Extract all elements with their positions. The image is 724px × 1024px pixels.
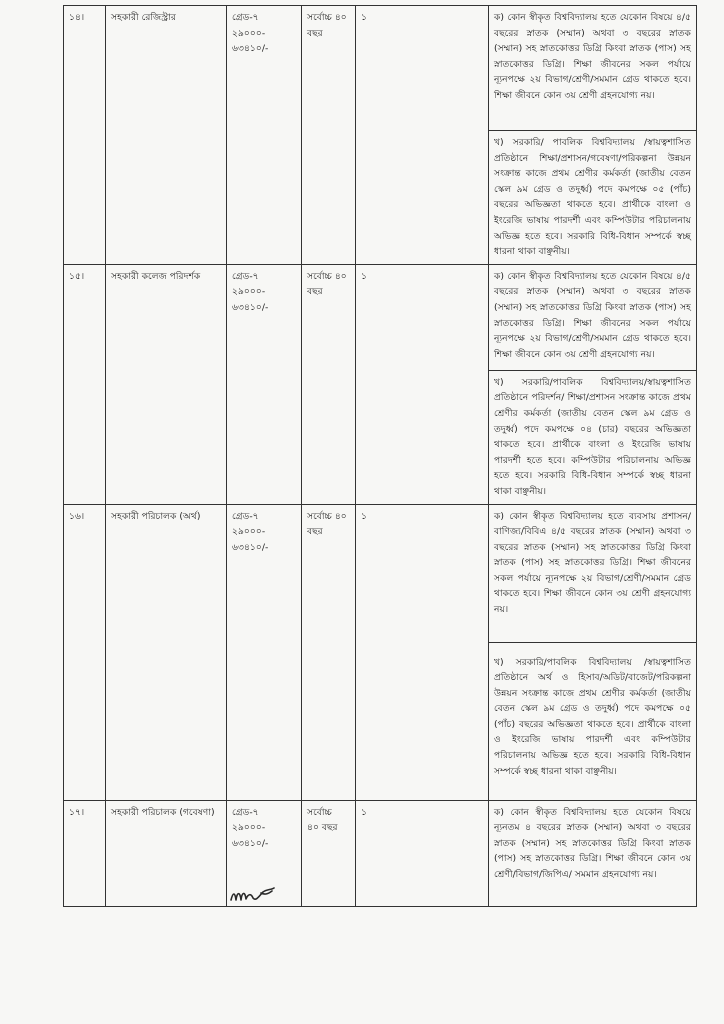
serial-cell: ১৬। (64, 504, 106, 800)
age-limit-cell (302, 6, 356, 265)
post-name-cell: সহকারী কলেজ পরিদর্শক (106, 264, 227, 504)
grade-cell (227, 264, 302, 504)
qualification-cell: ক) কোন স্বীকৃত বিশ্ববিদ্যালয় হতে যেকোন বিষয়ে ৪/৫ বছরের স্নাতক (সম্মান) অথবা ৩ বছরের স্নাতক (সম্মান) সহ স্নাতকোত্তর ডিগ্রি কিংবা স্নাতক (পাস) সহ স্নাতকোত্তর ডিগ্রি। শিক্ষা জীবনের সকল পর্যায়ে ন্যূনপক্ষে ২য় বিভাগ/শ্রেণী/সমমান গ্রেড থাকতে হবে। শিক্ষা জীবনে কোন ৩য় শ্রেণী গ্রহনযোগ্য নয়। (489, 6, 697, 131)
grade-line: গ্রেড-৭ (232, 510, 259, 522)
serial-cell: ১৭। (64, 800, 106, 906)
age-line: বছর (307, 286, 323, 298)
grade-line: গ্রেড-৭ (232, 12, 259, 23)
grade-line: গ্রেড-৭ (232, 806, 259, 818)
handwritten-signature (227, 880, 287, 906)
age-line: সর্বোচ্চ (307, 806, 332, 818)
age-line: সর্বোচ্চ ৪০ (307, 12, 347, 23)
grade-line: ২৯০০০- (232, 526, 266, 538)
qualification-cell: ক) কোন স্বীকৃত বিশ্ববিদ্যালয় হতে যেকোন বিষয়ে ন্যূনতম ৪ বছরের স্নাতক (সম্মান) অথবা ৩ বছরের স্নাতক (সম্মান) সহ স্নাতকোত্তর ডিগ্রি কিংবা স্নাতক (পাস) সহ স্নাতকোত্তর ডিগ্রি। শিক্ষা জীবনে কোন ৩য় শ্রেণী/বিভাগ/জিপিএ/ সমমান গ্রহনযোগ্য নয়। (489, 800, 697, 906)
grade-cell (227, 504, 302, 800)
post-name-cell (106, 800, 227, 906)
grade-line: ৬৩৪১০/- (232, 43, 269, 55)
grade-line: ২৯০০০- (232, 822, 266, 834)
grade-line: ২৯০০০- (232, 27, 266, 39)
age-limit-cell (302, 800, 356, 906)
age-line: বছর (307, 27, 323, 39)
qualification-cell: খ) সরকারি/ পাবলিক বিশ্ববিদ্যালয় /স্বায়ত্বশাসিত প্রতিষ্ঠানে শিক্ষা/প্রশাসন/গবেষণা/পরিকল্পনা উন্নয়ন সংক্রান্ত কাজে প্রথম শ্রেণীর কর্মকর্তা (জাতীয় বেতন স্কেল ৯ম গ্রেড ও তদুর্ধ্ব) পদে কমপক্ষে ০৫ (পাঁচ) বছরের অভিজ্ঞতা থাকতে হবে। প্রার্থীকে বাংলা ও ইংরেজি ভাষায় পারদর্শী এবং কম্পিউটার পরিচালনায় অভিজ্ঞ হতে হবে। সরকারি বিধি-বিধান সম্পর্কে স্বচ্ছ ধারনা থাকা বাঞ্ছনীয়। (489, 131, 697, 265)
post-count-cell: ১ (356, 800, 489, 906)
job-requirements-table (63, 5, 697, 907)
table-row (64, 800, 697, 906)
grade-line: গ্রেড-৭ (232, 270, 259, 282)
post-count-cell: ১ (356, 264, 489, 504)
qualification-cell: খ) সরকারি/পাবলিক বিশ্ববিদ্যালয়/স্বায়ত্বশাসিত প্রতিষ্ঠানে পরিদর্শন/ শিক্ষা/প্রশাসন সংক্রান্ত কাজে প্রথম শ্রেণীর কর্মকর্তা (জাতীয় বেতন স্কেল ৯ম গ্রেড ও তদুর্ধ্ব) পদে কমপক্ষে ০৪ (চার) বছরের অভিজ্ঞতা থাকতে হবে। প্রার্থীকে বাংলা ও ইংরেজি ভাষায় পারদর্শী হতে হবে। কম্পিউটার পরিচালনায় অভিজ্ঞ হতে হবে। সরকারি বিধি-বিধান সম্পর্কে স্বচ্ছ ধারনা থাকা বাঞ্ছনীয়। (489, 370, 697, 504)
post-name-cell: সহকারী পরিচালক (অর্থ) (106, 504, 227, 800)
age-line: সর্বোচ্চ ৪০ (307, 510, 347, 522)
grade-cell (227, 6, 302, 265)
age-line: বছর (307, 526, 323, 538)
qualification-cell: ক) কোন স্বীকৃত বিশ্ববিদ্যালয় হতে ব্যবসায় প্রশাসন/বাণিজ্য/বিবিএ ৪/৫ বছরের স্নাতক (সম্মান) অথবা ৩ বছরের স্নাতক (সম্মান) সহ স্নাতকোত্তর ডিগ্রি কিংবা স্নাতক (পাস) সহ স্নাতকোত্তর ডিগ্রি। শিক্ষা জীবনের সকল পর্যায়ে ন্যূনপক্ষে ২য় বিভাগ/শ্রেণী/সমমান গ্রেড থাকতে হবে। শিক্ষা জীবনে কোন ৩য় শ্রেণী গ্রহনযোগ্য নয়। (489, 504, 697, 642)
qualification-cell: খ) সরকারি/পাবলিক বিশ্ববিদ্যালয় /স্বায়ত্বশাসিত প্রতিষ্ঠানে অর্থ ও হিসাব/অডিট/বাজেট/পরিকল্পনা উন্নয়ন সংক্রান্ত কাজে প্রথম শ্রেণীর কর্মকর্তা (জাতীয় বেতন স্কেল ৯ম গ্রেড ও তদুর্ধ্ব) পদে কমপক্ষে ০৫ (পাঁচ) বছরের অভিজ্ঞতা থাকতে হবে। প্রার্থীকে বাংলা ও ইংরেজি ভাষায় পারদর্শী এবং কম্পিউটার পরিচালনায় অভিজ্ঞ হতে হবে। সরকারি বিধি-বিধান সম্পর্কে স্বচ্ছ ধারনা থাকা বাঞ্ছনীয়। (489, 642, 697, 800)
qualification-cell: ক) কোন স্বীকৃত বিশ্ববিদ্যালয় হতে যেকোন বিষয়ে ৪/৫ বছরের স্নাতক (সম্মান) অথবা ৩ বছরের স্নাতক (সম্মান) সহ স্নাতকোত্তর ডিগ্রি কিংবা স্নাতক (পাস) সহ স্নাতকোত্তর ডিগ্রি। শিক্ষা জীবনের সকল পর্যায়ে ন্যূনপক্ষে ২য় বিভাগ/শ্রেণী/সমমান গ্রেড থাকতে হবে। শিক্ষা জীবনে কোন ৩য় শ্রেণী গ্রহনযোগ্য নয়। (489, 264, 697, 370)
age-limit-cell (302, 504, 356, 800)
post-name: সহকারী পরিচালক (গবেষণা) (111, 806, 215, 818)
age-line: ৪০ বছর (307, 822, 338, 834)
table-row (64, 504, 697, 642)
age-limit-cell (302, 264, 356, 504)
age-line: সর্বোচ্চ ৪০ (307, 270, 347, 282)
grade-line: ২৯০০০- (232, 286, 266, 298)
serial-cell: ১৫। (64, 264, 106, 504)
grade-line: ৬৩৪১০/- (232, 301, 269, 313)
table-row (64, 6, 697, 131)
table-row (64, 264, 697, 370)
post-name-cell: সহকারী রেজিস্ট্রার (106, 6, 227, 265)
post-count-cell: ১ (356, 6, 489, 265)
grade-line: ৬৩৪১০/- (232, 837, 269, 849)
post-count-cell: ১ (356, 504, 489, 800)
serial-cell: ১৪। (64, 6, 106, 265)
grade-line: ৬৩৪১০/- (232, 541, 269, 553)
